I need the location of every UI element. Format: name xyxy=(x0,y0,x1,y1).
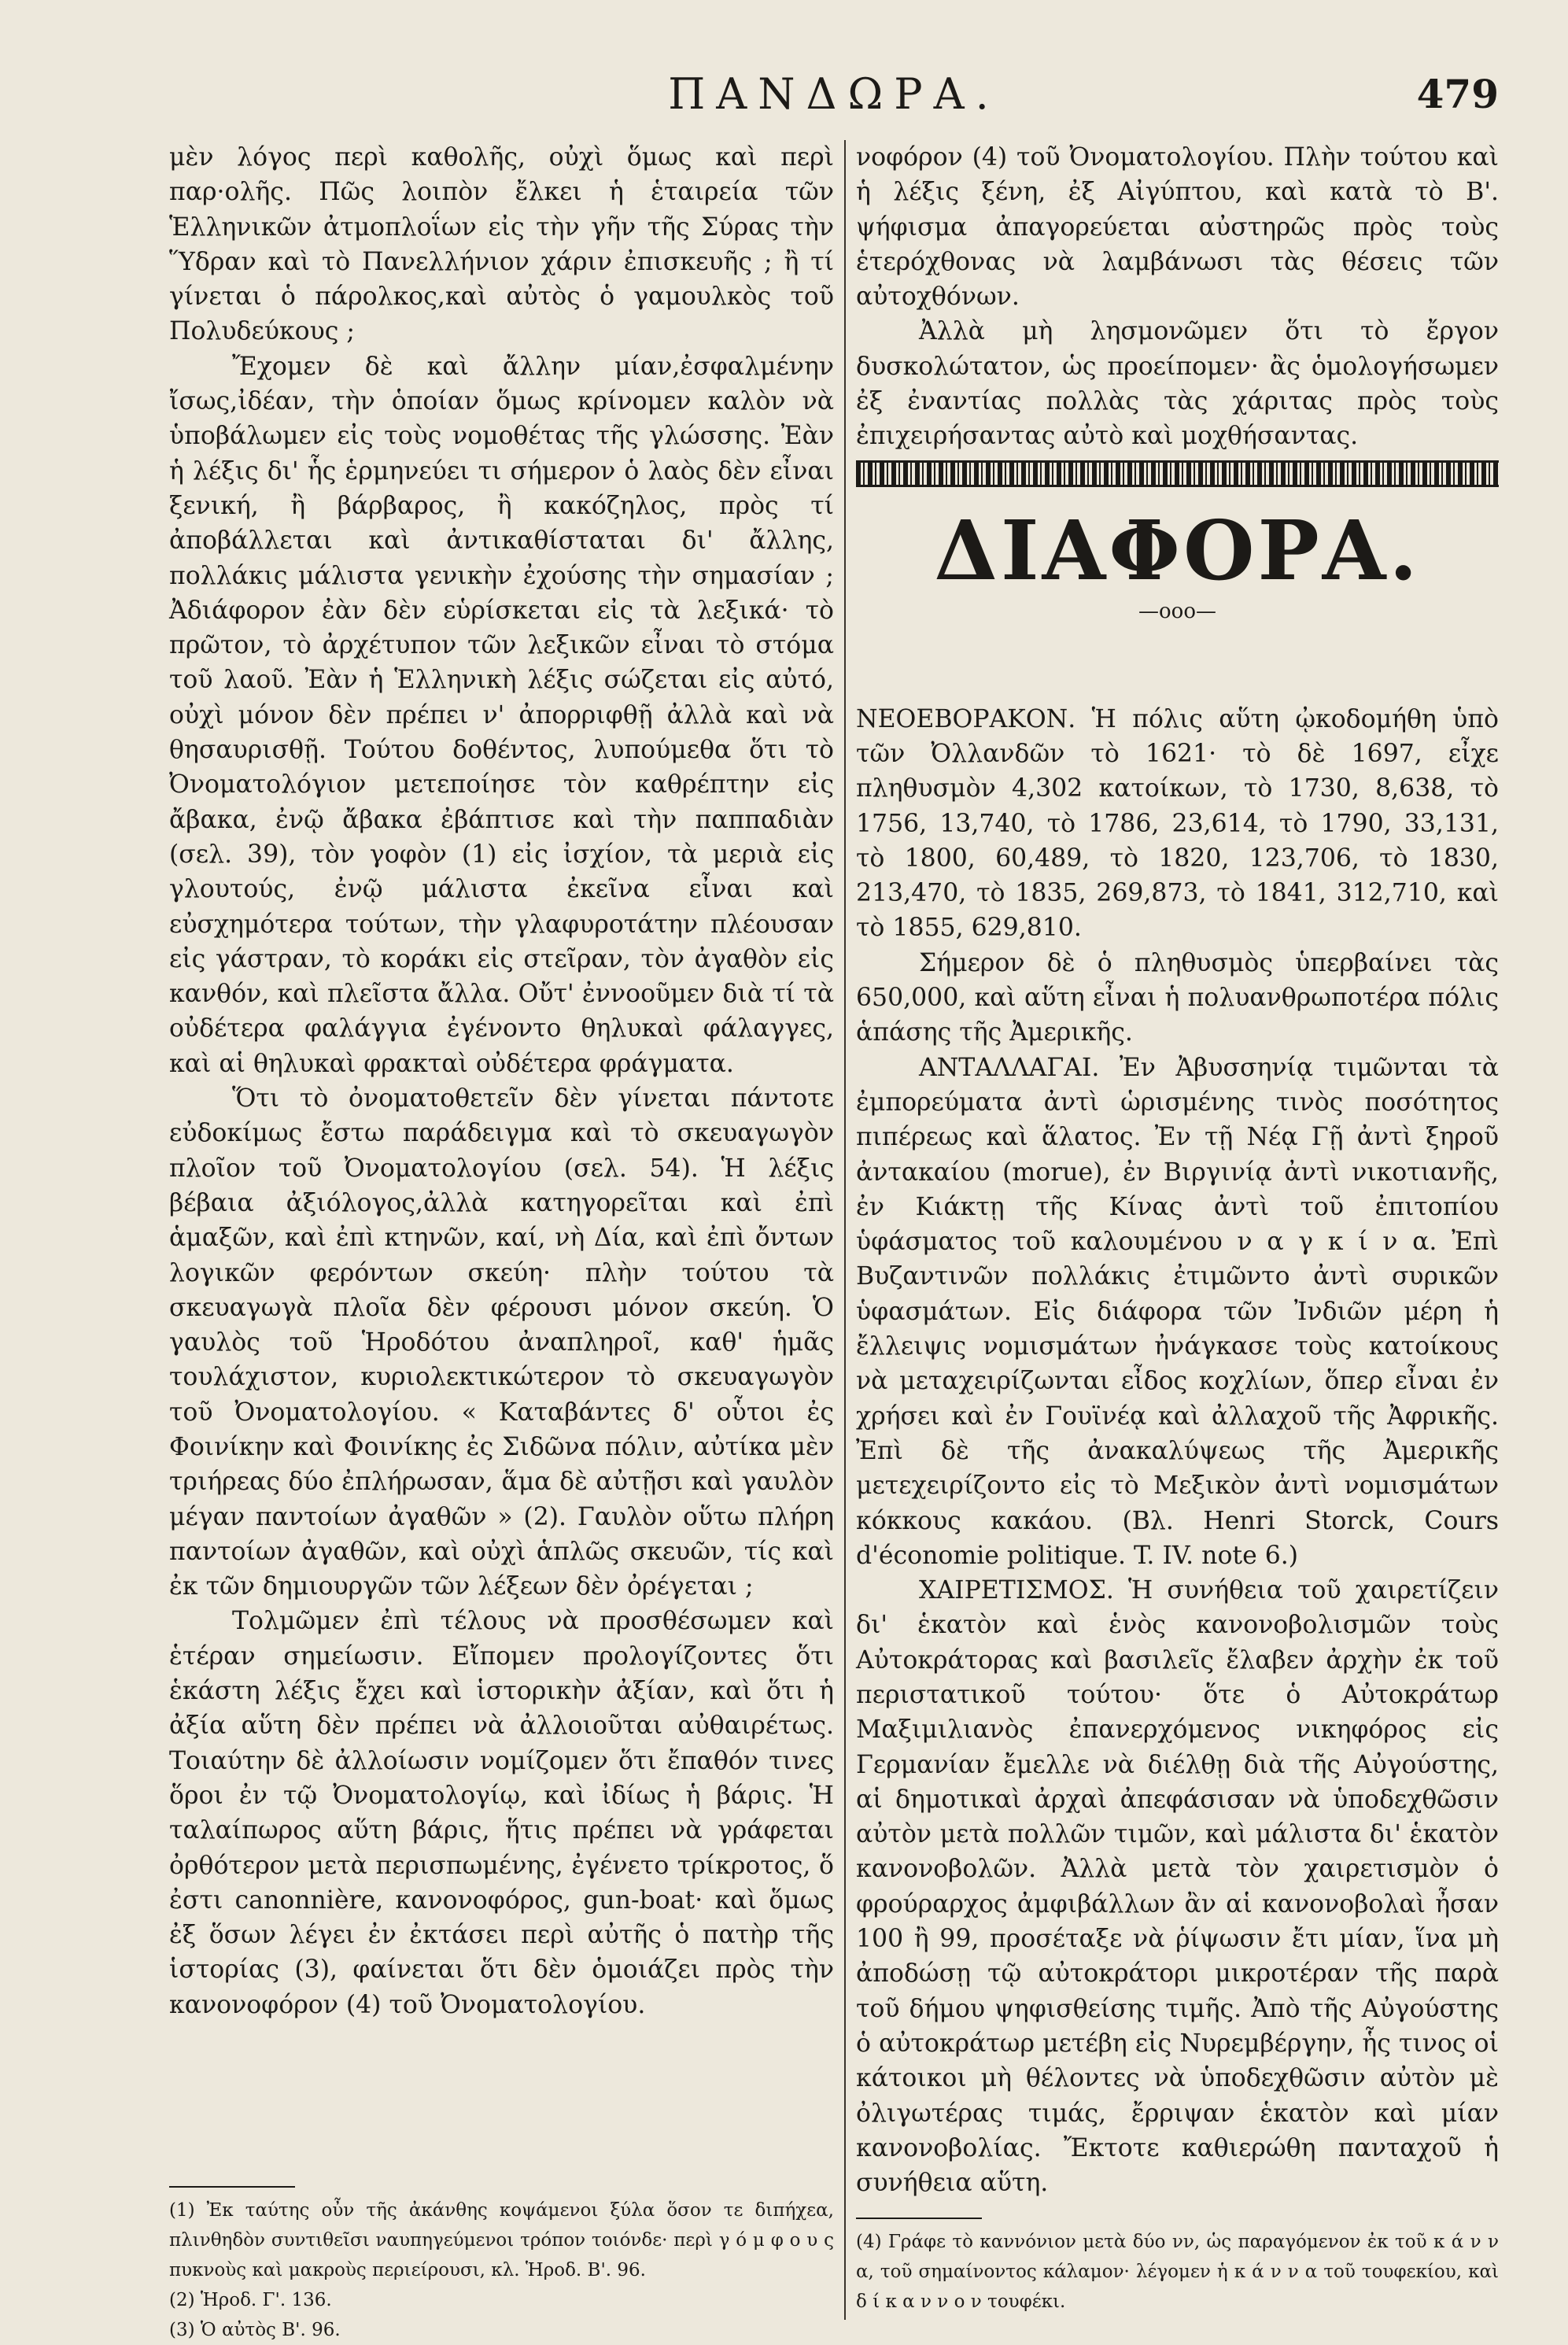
paragraph: Τολμῶμεν ἐπὶ τέλους νὰ προσθέσωμεν καὶ ἑτέραν σημείωσιν. Εἴπομεν προλογίζοντες ὅτι ἑκάστη λέξις ἔχει καὶ ἱστορικὴν ἀξίαν, καὶ ὅτι ἡ ἀξία αὕτη δὲν πρέπει νὰ ἀλλοιοῦται αὐθαιρέτως. Τοιαύτην δὲ ἀλλοίωσιν νομίζομεν ὅτι ἔπαθόν τινες ὅροι ἐν τῷ Ὀνοματολογίῳ, καὶ ἰδίως ἡ βάρις. Ἡ ταλαίπωρος αὕτη βάρις, ἥτις πρέπει νὰ γράφεται ὀρθότερον μετὰ περισπωμένης, ἐγένετο τρίκροτος, ὅ ἐστι canonnière, κανονοφόρος, gun-boat· καὶ ὅμως ἐξ ὅσων λέγει ἐν ἐκτάσει περὶ αὐτῆς ὁ πατὴρ τῆς ἱστορίας (3), φαίνεται ὅτι δὲν ὁμοιάζει πρὸς τὴν κανονοφόρον (4) τοῦ Ὀνοματολογίου. xyxy=(169,1607,834,2019)
paragraph: νοφόρον (4) τοῦ Ὀνοματολογίου. Πλὴν τούτου καὶ ἡ λέξις ξένη, ἐξ Αἰγύπτου, καὶ κατὰ τὸ Β'. ψήφισμα ἀπαγορεύεται αὐστηρῶς πρὸς τοὺς ἑτερόχθονας νὰ λαμβάνωσι τὰς θέσεις τῶν αὐτοχθόνων. xyxy=(856,143,1499,312)
paragraph: Ἀλλὰ μὴ λησμονῶμεν ὅτι τὸ ἔργον δυσκολώτατον, ὡς προείπομεν· ἂς ὁμολογήσωμεν ἐξ ἐναντίας πολλὰς τὰς χάριτας πρὸς τοὺς ἐπιχειρήσαντας αὐτὸ καὶ μοχθήσαντας. xyxy=(856,317,1499,451)
running-header xyxy=(169,69,1499,132)
footnotes-left xyxy=(169,2195,834,2345)
paragraph: ΧΑΙΡΕΤΙΣΜΟΣ. Ἡ συνήθεια τοῦ χαιρετίζειν δι' ἑκατὸν καὶ ἑνὸς κανονοβολισμῶν τοὺς Αὐτοκράτορας καὶ βασιλεῖς ἔλαβεν ἀρχὴν ἐκ τοῦ περιστατικοῦ τούτου· ὅτε ὁ Αὐτοκράτωρ Μαξιμιλιανὸς ἐπανερχόμενος νικηφόρος εἰς Γερμανίαν ἔμελλε νὰ διέλθῃ διὰ τῆς Αὐγούστης, αἱ δημοτικαὶ ἀρχαὶ ἀπεφάσισαν νὰ ὑποδεχθῶσιν αὐτὸν μετὰ πολλῶν τιμῶν, καὶ μάλιστα δι' ἑκατὸν κανονοβολῶν. Ἀλλὰ μετὰ τὸν χαιρετισμὸν ὁ φρούραρχος ἀμφιβάλλων ἂν αἱ κανονοβολαὶ ἦσαν 100 ἢ 99, προσέταξε νὰ ῥίψωσιν ἔτι μίαν, ἵνα μὴ ἀποδώσῃ τῷ αὐτοκράτορι μικροτέραν τῆς παρὰ τοῦ δήμου ψηφισθείσης τιμῆς. Ἀπὸ τῆς Αὐγούστης ὁ αὐτοκράτωρ μετέβη εἰς Νυρεμβέργην, ἧς τινος οἱ κάτοικοι μὴ θέλοντες νὰ ὑποδεχθῶσιν αὐτὸν μὲ ὀλιγωτέρας τιμάς, ἔρριψαν ἑκατὸν καὶ μίαν κανονοβολίας. Ἔκτοτε καθιερώθη πανταχοῦ ἡ συνήθεια αὕτη. xyxy=(856,1576,1499,2198)
ornamental-rule xyxy=(856,460,1499,487)
paragraph: ΝΕΟΕΒΟΡΑΚΟΝ. Ἡ πόλις αὕτη ᾠκοδομήθη ὑπὸ τῶν Ὀλλανδῶν τὸ 1621· τὸ δὲ 1697, εἶχε πληθυσμὸν 4,302 κατοίκων, τὸ 1730, 8,638, τὸ 1756, 13,740, τὸ 1786, 23,614, τὸ 1790, 33,131, τὸ 1800, 60,489, τὸ 1820, 123,706, τὸ 1830, 213,470, τὸ 1835, 269,873, τὸ 1841, 312,710, καὶ τὸ 1855, 629,810. xyxy=(856,704,1499,943)
paragraph: μὲν λόγος περὶ καθολῆς, οὐχὶ ὅμως καὶ περὶ παρ·ολῆς. Πῶς λοιπὸν ἔλκει ἡ ἑταιρεία τῶν Ἑλληνικῶν ἀτμοπλοΐων εἰς τὴν γῆν τῆς Σύρας τὴν Ὕδραν καὶ τὸ Πανελλήνιον χάριν ἐπισκευῆς ; ἢ τί γίνεται ὁ πάρολκος,καὶ αὐτὸς ὁ γαμουλκὸς τοῦ Πολυδεύκους ; xyxy=(169,143,834,346)
footnote: (2) Ἡροδ. Γ'. 136. xyxy=(169,2290,332,2310)
left-column xyxy=(169,140,834,2123)
right-column xyxy=(856,140,1499,2198)
column-divider xyxy=(844,140,846,2320)
footnote-rule xyxy=(856,2218,982,2219)
footnotes-right xyxy=(856,2227,1499,2317)
paragraph: Ὅτι τὸ ὀνοματοθετεῖν δὲν γίνεται πάντοτε εὐδοκίμως ἔστω παράδειγμα καὶ τὸ σκευαγωγὸν πλοῖον τοῦ Ὀνοματολογίου (σελ. 54). Ἡ λέξις βέβαια ἀξιόλογος,ἀλλὰ κατηγορεῖται καὶ ἐπὶ ἁμαξῶν, καὶ ἐπὶ κτηνῶν, καί, νὴ Δία, καὶ ἐπὶ ὄντων λογικῶν φερόντων σκεύη· πλὴν τούτου τὰ σκευαγωγὰ πλοῖα δὲν φέρουσι μόνον σκεύη. Ὁ γαυλὸς τοῦ Ἡροδότου ἀναπληροῖ, καθ' ἡμᾶς τουλάχιστον, κυριολεκτικώτερον τὸ σκευαγωγὸν τοῦ Ὀνοματολογίου. « Καταβάντες δ' οὗτοι ἐς Φοινίκην καὶ Φοινίκης ἐς Σιδῶνα πόλιν, αὐτίκα μὲν τριήρεας δύο ἐπλήρωσαν, ἅμα δὲ αὐτῇσι καὶ γαυλὸν μέγαν παντοίων ἀγαθῶν » (2). Γαυλὸν οὕτω πλήρη παντοίων ἀγαθῶν, καὶ οὐχὶ ἁπλῶς σκευῶν, τίς καὶ ἐκ τῶν δημιουργῶν τῶν λέξεων δὲν ὀρέγεται ; xyxy=(169,1084,834,1601)
page-number: 479 xyxy=(1416,71,1499,117)
footnote: (1) Ἐκ ταύτης οὖν τῆς ἀκάνθης κοψάμενοι ξύλα ὅσον τε διπήχεα, πλινθηδὸν συντιθεῖσι ναυπηγεύμενοι τρόπον τοιόνδε· περὶ γ ό μ φ ο υ ς πυκνοὺς καὶ μακροὺς περιείρουσι, κλ. Ἡροδ. Β'. 96. xyxy=(169,2200,834,2280)
section-heading: ΔΙΑΦΟΡΑ. xyxy=(934,502,1421,599)
footnote-rule xyxy=(169,2186,295,2188)
paragraph: Σήμερον δὲ ὁ πληθυσμὸς ὑπερβαίνει τὰς 650,000, καὶ αὕτη εἶναι ἡ πολυανθρωποτέρα πόλις ἁπάσης τῆς Ἀμερικῆς. xyxy=(856,948,1499,1047)
section-divider: —ooo— xyxy=(1138,600,1216,623)
paragraph: ΑΝΤΑΛΛΑΓΑΙ. Ἐν Ἀβυσσηνίᾳ τιμῶνται τὰ ἐμπορεύματα ἀντὶ ὡρισμένης τινὸς ποσότητος πιπέρεως καὶ ἅλατος. Ἐν τῇ Νέᾳ Γῇ ἀντὶ ξηροῦ ἀντακαίου (morue), ἐν Βιργινίᾳ ἀντὶ νικοτιανῆς, ἐν Κιάκτῃ τῆς Κίνας ἀντὶ τοῦ ἐπιτοπίου ὑφάσματος τοῦ καλουμένου ν α γ κ ί ν α. Ἐπὶ Βυζαντινῶν πολλάκις ἐτιμῶντο ἀντὶ συρικῶν ὑφασμάτων. Εἰς διάφορα τῶν Ἰνδιῶν μέρη ἡ ἔλλειψις νομισμάτων ἠνάγκασε τοὺς κατοίκους νὰ μεταχειρίζωνται εἶδος κοχλίων, ὅπερ εἶναι ἐν χρήσει καὶ ἐν Γουϊνέᾳ καὶ ἀλλαχοῦ τῆς Ἀφρικῆς. Ἐπὶ δὲ τῆς ἀνακαλύψεως τῆς Ἀμερικῆς μετεχειρίζοντο εἰς τὸ Μεξικὸν ἀντὶ νομισμάτων κόκκους κακάου. (Βλ. Henri Storck, Cours d'économie politique. T. IV. note 6.) xyxy=(856,1053,1499,1570)
footnote: (3) Ὁ αὐτὸς Β'. 96. xyxy=(169,2320,341,2340)
paragraph: Ἔχομεν δὲ καὶ ἄλλην μίαν,ἐσφαλμένην ἴσως,ἰδέαν, τὴν ὁποίαν ὅμως κρίνομεν καλὸν νὰ ὑποβάλωμεν εἰς τοὺς νομοθέτας τῆς γλώσσης. Ἐὰν ἡ λέξις δι' ἧς ἑρμηνεύει τι σήμερον ὁ λαὸς δὲν εἶναι ξενική, ἢ βάρβαρος, ἢ κακόζηλος, πρὸς τί ἀποβάλλεται καὶ ἀντικαθίσταται δι' ἄλλης, πολλάκις μάλιστα γενικὴν ἐχούσης τὴν σημασίαν ; Ἀδιάφορον ἐὰν δὲν εὑρίσκεται εἰς τὰ λεξικά· τὸ πρῶτον, τὸ ἀρχέτυπον τῶν λεξικῶν εἶναι τὸ στόμα τοῦ λαοῦ. Ἐὰν ἡ Ἑλληνικὴ λέξις σώζεται εἰς αὐτό, οὐχὶ μόνον δὲν πρέπει ν' ἀπορριφθῇ ἀλλὰ καὶ νὰ θησαυρισθῇ. Τούτου δοθέντος, λυπούμεθα ὅτι τὸ Ὀνοματολόγιον μετεποίησε τὸν καθρέπτην εἰς ἄβακα, ἐνῷ ἄβακα ἐβάπτισε καὶ τὴν παππαδιὰν (σελ. 39), τὸν γοφὸν (1) εἰς ἰσχίον, τὰ μεριὰ εἰς γλουτούς, ἐνῷ μάλιστα ἐκεῖνα εἶναι καὶ εὐσχημότερα τούτων, τὴν γλαφυροτάτην πλέουσαν εἰς γάστραν, τὸ κοράκι εἰς στεῖραν, τὸν ἀγαθὸν εἰς κανθόν, καὶ πλεῖστα ἄλλα. Οὔτ' ἐννοοῦμεν διὰ τί τὰ οὐδέτερα φαλάγγια ἐγένοντο θηλυκαὶ φάλαγγες, καὶ αἱ θηλυκαὶ φρακταὶ οὐδέτερα φράγματα. xyxy=(169,352,834,1078)
journal-title: ΠΑΝΔΩΡΑ. xyxy=(668,69,1000,119)
footnote: (4) Γράφε τὸ καννόνιον μετὰ δύο νν, ὡς παραγόμενον ἐκ τοῦ κ ά ν ν α, τοῦ σημαίνοντος κάλαμον· λέγομεν ἡ κ ά ν ν α τοῦ τουφεκίου, καὶ δ ί κ α ν ν ο ν τουφέκι. xyxy=(856,2232,1499,2312)
